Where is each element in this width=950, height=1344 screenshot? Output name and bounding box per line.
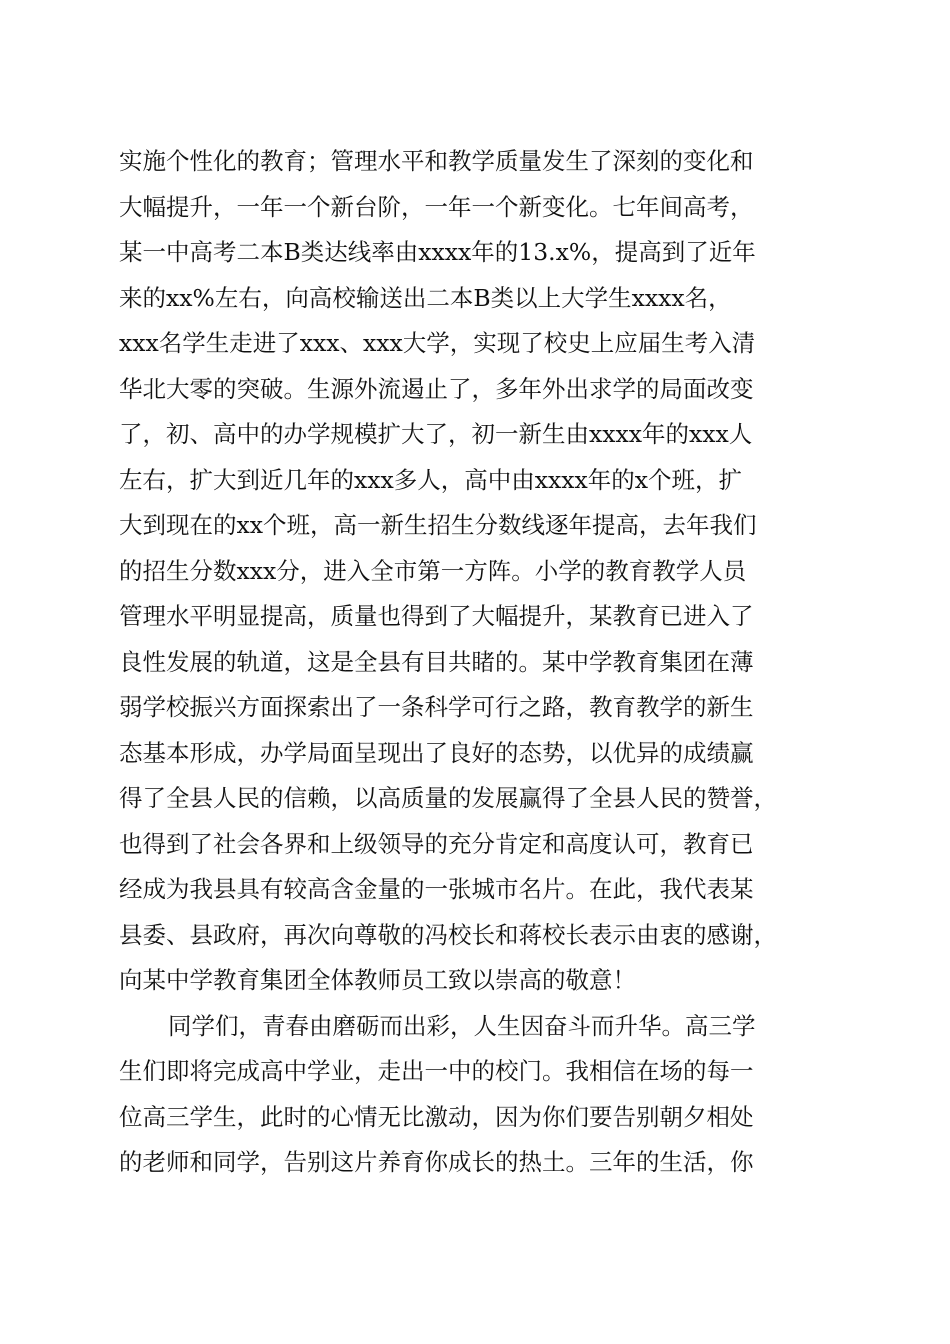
text-line: 华北大零的突破。生源外流遏止了，多年外出求学的局面改变: [119, 374, 754, 403]
text-line: 管理水平明显提高，质量也得到了大幅提升，某教育已进入了: [119, 602, 754, 630]
text-line: 大到现在的xx个班，高一新生招生分数线逐年提高，去年我们: [119, 511, 757, 539]
text-line: 某一中高考二本B类达线率由xxxx年的13.x%，提高到了近年: [119, 238, 756, 266]
text-line: 位高三学生，此时的心情无比激动，因为你们要告别朝夕相处: [119, 1102, 754, 1131]
body-text: [119, 139, 831, 1186]
text-line: 生们即将完成高中学业，走出一中的校门。我相信在场的每一: [119, 1057, 754, 1085]
text-line: 的招生分数xxx分，进入全市第一方阵。小学的教育教学人员: [119, 556, 747, 585]
text-line: 向某中学教育集团全体教师员工致以崇高的敬意！: [119, 966, 636, 994]
text-line: xxx名学生走进了xxx、xxx大学，实现了校史上应届生考入清: [119, 329, 756, 357]
text-line: 也得到了社会各界和上级领导的充分肯定和高度认可，教育已: [119, 829, 754, 858]
text-line: 实施个性化的教育；管理水平和教学质量发生了深刻的变化和: [119, 147, 754, 175]
text-line: 态基本形成，办学局面呈现出了良好的态势，以优异的成绩赢: [119, 738, 754, 767]
text-line: 的老师和同学，告别这片养育你成长的热土。三年的生活，你: [119, 1148, 754, 1176]
text-line: 县委、县政府，再次向尊敬的冯校长和蒋校长表示由衷的感谢，: [119, 920, 777, 949]
text-line: 得了全县人民的信赖，以高质量的发展赢得了全县人民的赞誉，: [119, 784, 777, 812]
text-line: 大幅提升，一年一个新台阶，一年一个新变化。七年间高考，: [119, 192, 754, 221]
text-line: 来的xx%左右，向高校输送出二本B类以上大学生xxxx名，: [119, 283, 732, 312]
text-line: 弱学校振兴方面探索出了一条科学可行之路，教育教学的新生: [119, 693, 754, 721]
paragraph-start-line: 同学们，青春由磨砺而出彩，人生因奋斗而升华。高三学: [168, 1011, 756, 1040]
text-line: 良性发展的轨道，这是全县有目共睹的。某中学教育集团在薄: [119, 647, 754, 676]
text-line: 左右，扩大到近几年的xxx多人，高中由xxxx年的x个班，扩: [119, 465, 743, 494]
text-line: 了，初、高中的办学规模扩大了，初一新生由xxxx年的xxx人: [119, 420, 753, 448]
text-line: 经成为我县具有较高含金量的一张城市名片。在此，我代表某: [119, 875, 754, 903]
